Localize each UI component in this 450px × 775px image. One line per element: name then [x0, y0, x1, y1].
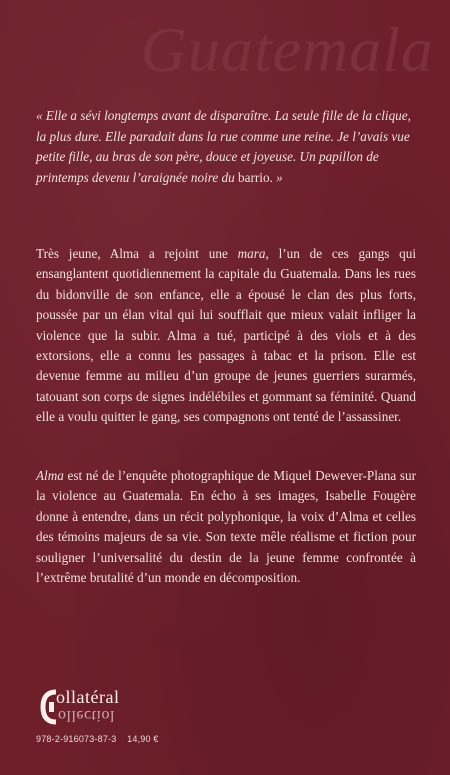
p1-emphasis: mara: [237, 246, 266, 261]
price: 14,90 €: [127, 734, 159, 744]
summary-paragraph-1: [36, 244, 416, 428]
p1-text-end: , l’un de ces gangs qui ensanglantent quotidiennement la capitale du Guatemala. Dans les rues du bidonville de son enfance, elle a épousé le clan des plus forts, poussée par un élan vital qui lui soufflait que mieux valait infliger la violence que la subir. Alma a tué, participé à des viols et à des extorsions, elle a connu les passages à tabac et la prison. Elle est devenue femme au milieu d’un groupe de jeunes guerriers surarmés, tatouant son corps de signes indélébiles et gommant sa féminité. Quand elle a voulu quitter le gang, ses compagnons ont tenté de l’assassiner.: [36, 246, 416, 425]
quote-roman-word: barrio.: [238, 169, 273, 185]
epigraph-quote: [36, 106, 416, 188]
cover-title: Guatemala: [140, 14, 434, 85]
p2-emphasis: Alma: [36, 468, 64, 483]
publisher-logo: [40, 687, 180, 727]
p2-text: est né de l’enquête photographique de Miquel Dewever-Plana sur la violence au Guatemala. En écho à ses images, Isabelle Fougère donne à entendre, dans un récit polyphonique, la voix d’Alma et celles des témoins majeurs de sa vie. Son texte mêle réalisme et fiction pour souligner l’universalité du destin de la jeune femme confrontée à l’extrême brutalité d’un monde en décomposition.: [36, 468, 416, 586]
p1-text-start: Très jeune, Alma a rejoint une: [36, 246, 238, 261]
quote-closing: »: [272, 169, 283, 185]
publisher-collection: ollectiol: [58, 707, 115, 724]
isbn: 978-2-916073-87-3: [36, 734, 117, 744]
quote-italic-text: « Elle a sévi longtemps avant de disparaître. La seule fille de la clique, la plus dure. Elle paradait dans la rue comme une reine. Je l’avais vue petite fille, au bras de son père, douce et joyeuse. Un papillon de printemps devenu l’araignée noire du: [36, 108, 411, 185]
footer-info: [36, 734, 167, 744]
publisher-name: ollatéral: [56, 687, 120, 707]
summary-paragraph-2: [36, 466, 416, 588]
